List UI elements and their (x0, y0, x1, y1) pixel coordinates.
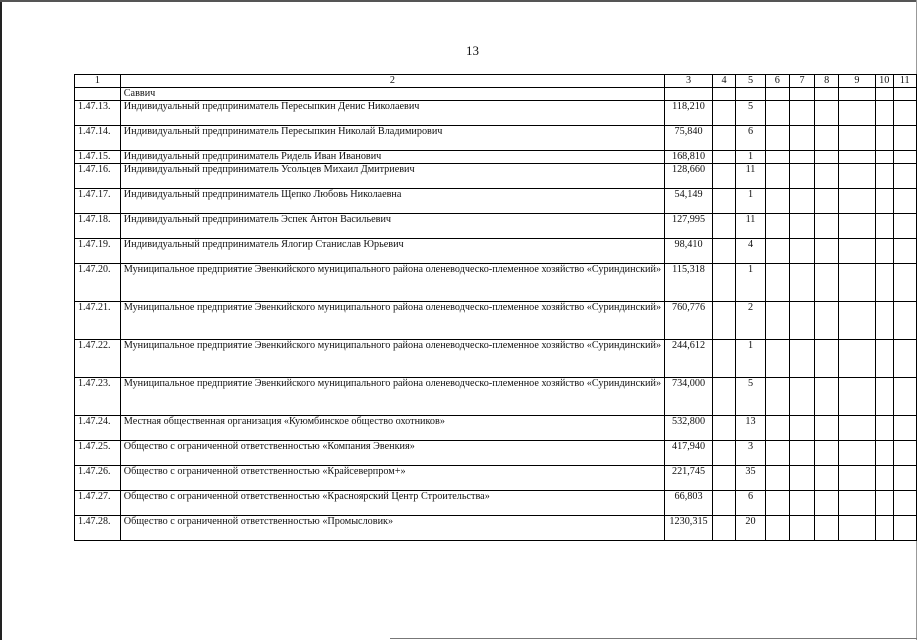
empty-cell (789, 378, 815, 416)
count-cell: 1 (736, 340, 766, 378)
row-number-cell: 1.47.19. (75, 239, 121, 264)
table-row (75, 101, 917, 126)
value-cell: 115,318 (665, 264, 713, 302)
table-row (75, 214, 917, 239)
empty-cell (838, 164, 875, 189)
header-cell: 10 (875, 75, 893, 88)
row-number-cell: 1.47.14. (75, 126, 121, 151)
empty-cell (713, 126, 736, 151)
count-cell: 6 (736, 126, 766, 151)
row-number-cell: 1.47.28. (75, 516, 121, 541)
value-cell: 66,803 (665, 491, 713, 516)
empty-cell (838, 516, 875, 541)
empty-cell (765, 239, 789, 264)
empty-cell (815, 164, 839, 189)
empty-cell (875, 302, 893, 340)
empty-cell (815, 88, 839, 101)
row-number-cell: 1.47.23. (75, 378, 121, 416)
empty-cell (713, 264, 736, 302)
empty-cell (893, 340, 917, 378)
empty-cell (713, 239, 736, 264)
empty-cell (815, 416, 839, 441)
empty-cell (838, 151, 875, 164)
count-cell: 20 (736, 516, 766, 541)
empty-cell (875, 164, 893, 189)
row-number-cell: 1.47.16. (75, 164, 121, 189)
table-row (75, 491, 917, 516)
empty-cell (765, 264, 789, 302)
name-cell: Индивидуальный предприниматель Щепко Любовь Николаевна (120, 189, 664, 214)
empty-cell (838, 126, 875, 151)
empty-cell (736, 88, 766, 101)
empty-cell (893, 101, 917, 126)
table-row (75, 239, 917, 264)
empty-cell (838, 416, 875, 441)
count-cell: 6 (736, 491, 766, 516)
empty-cell (893, 214, 917, 239)
page-left-edge (0, 0, 2, 640)
empty-cell (875, 264, 893, 302)
empty-cell (789, 416, 815, 441)
empty-cell (875, 151, 893, 164)
empty-cell (875, 189, 893, 214)
empty-cell (815, 126, 839, 151)
value-cell: 98,410 (665, 239, 713, 264)
empty-cell (893, 88, 917, 101)
empty-cell (713, 466, 736, 491)
data-table (74, 74, 917, 541)
empty-cell (875, 126, 893, 151)
empty-cell (789, 264, 815, 302)
empty-cell (838, 491, 875, 516)
row-number-cell: 1.47.15. (75, 151, 121, 164)
row-number-cell: 1.47.21. (75, 302, 121, 340)
empty-cell (713, 491, 736, 516)
count-cell: 3 (736, 441, 766, 466)
empty-cell (789, 491, 815, 516)
empty-cell (713, 214, 736, 239)
empty-cell (765, 214, 789, 239)
name-cell: Общество с ограниченной ответственностью «Промысловик» (120, 516, 664, 541)
table-row (75, 126, 917, 151)
empty-cell (875, 416, 893, 441)
empty-cell (875, 516, 893, 541)
empty-cell (713, 302, 736, 340)
header-row (75, 75, 917, 88)
empty-cell (838, 239, 875, 264)
empty-cell (875, 441, 893, 466)
empty-cell (875, 88, 893, 101)
count-cell: 1 (736, 189, 766, 214)
empty-cell (713, 88, 736, 101)
header-cell: 7 (789, 75, 815, 88)
empty-cell (893, 264, 917, 302)
empty-cell (789, 441, 815, 466)
empty-cell (789, 88, 815, 101)
empty-cell (838, 441, 875, 466)
empty-cell (893, 164, 917, 189)
value-cell: 221,745 (665, 466, 713, 491)
empty-cell (815, 302, 839, 340)
value-cell: 128,660 (665, 164, 713, 189)
empty-cell (875, 466, 893, 491)
continuation-row (75, 88, 917, 101)
empty-cell (789, 164, 815, 189)
table-row (75, 416, 917, 441)
empty-cell (838, 340, 875, 378)
count-cell: 5 (736, 378, 766, 416)
page-number: 13 (466, 43, 479, 58)
name-cell: Индивидуальный предприниматель Усольцев Михаил Дмитриевич (120, 164, 664, 189)
table-row (75, 441, 917, 466)
count-cell: 5 (736, 101, 766, 126)
value-cell: 417,940 (665, 441, 713, 466)
header-cell: 4 (713, 75, 736, 88)
row-number-cell: 1.47.25. (75, 441, 121, 466)
value-cell: 760,776 (665, 302, 713, 340)
table-row (75, 264, 917, 302)
empty-cell (765, 88, 789, 101)
empty-cell (815, 516, 839, 541)
empty-cell (789, 126, 815, 151)
empty-cell (765, 466, 789, 491)
count-cell: 11 (736, 164, 766, 189)
empty-cell (815, 378, 839, 416)
row-number-cell: 1.47.24. (75, 416, 121, 441)
row-number-cell: 1.47.22. (75, 340, 121, 378)
header-cell: 3 (665, 75, 713, 88)
count-cell: 13 (736, 416, 766, 441)
empty-cell (815, 151, 839, 164)
empty-cell (875, 214, 893, 239)
value-cell: 1230,315 (665, 516, 713, 541)
table-row (75, 302, 917, 340)
name-cell: Индивидуальный предприниматель Пересыпкин Денис Николаевич (120, 101, 664, 126)
table-row (75, 151, 917, 164)
count-cell: 2 (736, 302, 766, 340)
empty-cell (838, 264, 875, 302)
empty-cell (789, 340, 815, 378)
empty-cell (815, 189, 839, 214)
empty-cell (765, 151, 789, 164)
header-cell: 9 (838, 75, 875, 88)
empty-cell (789, 151, 815, 164)
empty-cell (815, 214, 839, 239)
header-cell: 1 (75, 75, 121, 88)
header-cell: 11 (893, 75, 917, 88)
value-cell: 532,800 (665, 416, 713, 441)
empty-cell (893, 151, 917, 164)
name-cell: Индивидуальный предприниматель Пересыпкин Николай Владимирович (120, 126, 664, 151)
empty-cell (893, 466, 917, 491)
empty-cell (765, 516, 789, 541)
empty-cell (875, 378, 893, 416)
empty-cell (815, 239, 839, 264)
header-cell: 6 (765, 75, 789, 88)
row-number-cell: 1.47.17. (75, 189, 121, 214)
count-cell: 11 (736, 214, 766, 239)
table-row (75, 516, 917, 541)
empty-cell (765, 441, 789, 466)
table-row (75, 340, 917, 378)
name-cell: Индивидуальный предприниматель Эспек Антон Васильевич (120, 214, 664, 239)
empty-cell (713, 378, 736, 416)
empty-cell (713, 516, 736, 541)
empty-cell (838, 302, 875, 340)
empty-cell (765, 126, 789, 151)
empty-cell (893, 239, 917, 264)
row-number-cell: 1.47.18. (75, 214, 121, 239)
empty-cell (765, 101, 789, 126)
empty-cell (838, 466, 875, 491)
empty-cell (713, 101, 736, 126)
empty-cell (893, 416, 917, 441)
empty-cell (713, 189, 736, 214)
row-number-cell: 1.47.27. (75, 491, 121, 516)
empty-cell (875, 239, 893, 264)
value-cell: 734,000 (665, 378, 713, 416)
count-cell: 35 (736, 466, 766, 491)
table-row (75, 378, 917, 416)
empty-cell (789, 101, 815, 126)
empty-cell (789, 466, 815, 491)
empty-cell (815, 340, 839, 378)
empty-cell (815, 441, 839, 466)
name-cell: Муниципальное предприятие Эвенкийского муниципального района оленеводческо-племенное хозяйство «Суриндинский» (120, 378, 664, 416)
name-cell: Муниципальное предприятие Эвенкийского муниципального района оленеводческо-племенное хозяйство «Суриндинский» (120, 302, 664, 340)
empty-cell (893, 126, 917, 151)
empty-cell (838, 214, 875, 239)
value-cell: 168,810 (665, 151, 713, 164)
empty-cell (765, 491, 789, 516)
name-cell: Муниципальное предприятие Эвенкийского муниципального района оленеводческо-племенное хозяйство «Суриндинский» (120, 340, 664, 378)
name-cell: Общество с ограниченной ответственностью «Красноярский Центр Строительства» (120, 491, 664, 516)
empty-cell (713, 151, 736, 164)
empty-cell (713, 340, 736, 378)
name-cell: Общество с ограниченной ответственностью «Крайсеверпром+» (120, 466, 664, 491)
count-cell: 1 (736, 151, 766, 164)
empty-cell (815, 101, 839, 126)
empty-cell (789, 516, 815, 541)
header-cell: 5 (736, 75, 766, 88)
name-cell: Индивидуальный предприниматель Ялогир Станислав Юрьевич (120, 239, 664, 264)
empty-cell (815, 264, 839, 302)
row-number-cell: 1.47.20. (75, 264, 121, 302)
empty-cell (875, 491, 893, 516)
empty-cell (893, 491, 917, 516)
table-row (75, 466, 917, 491)
table-row (75, 164, 917, 189)
header-cell: 2 (120, 75, 664, 88)
empty-cell (838, 101, 875, 126)
empty-cell (838, 378, 875, 416)
name-cell: Саввич (120, 88, 664, 101)
value-cell: 127,995 (665, 214, 713, 239)
empty-cell (665, 88, 713, 101)
count-cell: 1 (736, 264, 766, 302)
empty-cell (765, 164, 789, 189)
empty-cell (838, 88, 875, 101)
empty-cell (765, 340, 789, 378)
name-cell: Общество с ограниченной ответственностью «Компания Эвенкия» (120, 441, 664, 466)
row-number-cell: 1.47.26. (75, 466, 121, 491)
empty-cell (789, 214, 815, 239)
header-cell: 8 (815, 75, 839, 88)
empty-cell (713, 441, 736, 466)
empty-cell (893, 189, 917, 214)
value-cell: 75,840 (665, 126, 713, 151)
row-number-cell: 1.47.13. (75, 101, 121, 126)
count-cell: 4 (736, 239, 766, 264)
empty-cell (765, 416, 789, 441)
empty-cell (875, 101, 893, 126)
empty-cell (875, 340, 893, 378)
empty-cell (838, 189, 875, 214)
empty-cell (765, 378, 789, 416)
name-cell: Местная общественная организация «Куюмбинское общество охотников» (120, 416, 664, 441)
page-bottom-edge (390, 638, 917, 639)
page-top-edge (0, 0, 917, 2)
row-number-cell (75, 88, 121, 101)
value-cell: 54,149 (665, 189, 713, 214)
empty-cell (789, 302, 815, 340)
empty-cell (815, 491, 839, 516)
empty-cell (789, 189, 815, 214)
value-cell: 118,210 (665, 101, 713, 126)
empty-cell (893, 516, 917, 541)
empty-cell (815, 466, 839, 491)
empty-cell (713, 164, 736, 189)
table-row (75, 189, 917, 214)
empty-cell (765, 189, 789, 214)
empty-cell (893, 378, 917, 416)
empty-cell (789, 239, 815, 264)
value-cell: 244,612 (665, 340, 713, 378)
empty-cell (893, 302, 917, 340)
empty-cell (893, 441, 917, 466)
empty-cell (765, 302, 789, 340)
name-cell: Индивидуальный предприниматель Ридель Иван Иванович (120, 151, 664, 164)
name-cell: Муниципальное предприятие Эвенкийского муниципального района оленеводческо-племенное хозяйство «Суриндинский» (120, 264, 664, 302)
empty-cell (713, 416, 736, 441)
